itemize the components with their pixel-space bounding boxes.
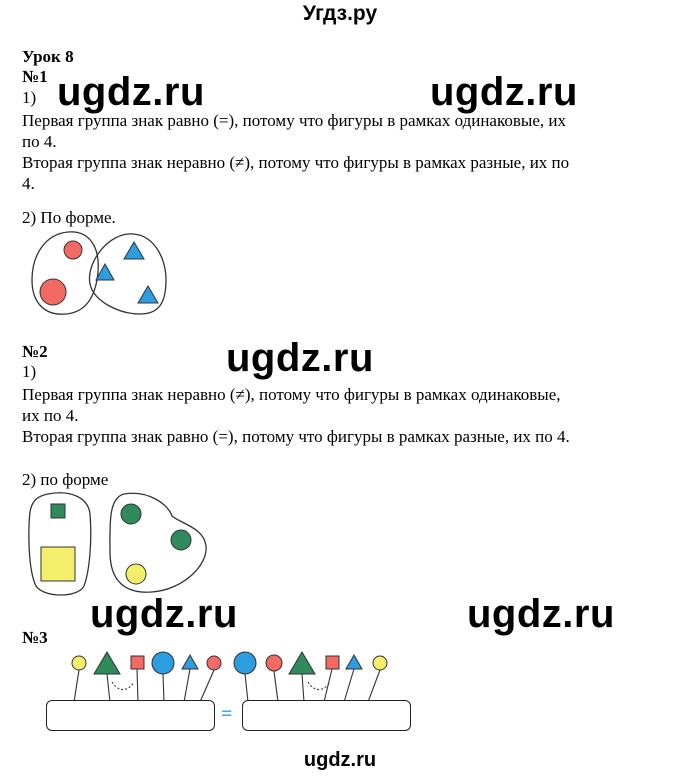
site-footer: ugdz.ru xyxy=(303,749,377,771)
blue-triangle xyxy=(346,655,362,669)
shape-groups-figure xyxy=(26,490,216,600)
watermark: ugdz.ru xyxy=(90,592,238,636)
green-square xyxy=(51,504,65,518)
blue-triangle xyxy=(138,286,158,303)
answer-box-left[interactable] xyxy=(46,700,215,731)
watermark: ugdz.ru xyxy=(467,592,615,636)
answer-box-right[interactable] xyxy=(242,700,411,731)
green-circle xyxy=(121,504,141,524)
answer-line: Первая группа знак неравно (≠), потому что фигуры в рамках одинаковые, xyxy=(22,385,561,404)
blue-triangle xyxy=(124,242,144,259)
shape-groups-figure xyxy=(28,228,178,328)
red-circle xyxy=(40,279,66,305)
part-label: 1) xyxy=(22,88,37,107)
answer-line: 4. xyxy=(22,174,35,193)
yellow-circle xyxy=(72,656,86,670)
task-number: №2 xyxy=(22,342,48,361)
green-triangle xyxy=(94,652,120,674)
yellow-circle xyxy=(126,564,146,584)
watermark: ugdz.ru xyxy=(57,70,205,114)
group-outline xyxy=(32,232,98,314)
red-circle xyxy=(64,241,82,259)
yellow-circle xyxy=(373,656,387,670)
lesson-title: Урок 8 xyxy=(22,47,74,66)
answer-line: их по 4. xyxy=(22,406,79,425)
shape-sequence-figure xyxy=(62,646,422,706)
task-number: №3 xyxy=(22,628,48,647)
part-label: 1) xyxy=(22,362,37,381)
answer-line: Вторая группа знак равно (=), потому что фигуры в рамках разные, их по 4. xyxy=(22,427,570,446)
watermark: ugdz.ru xyxy=(430,70,578,114)
part-label: 2) По форме. xyxy=(22,208,116,227)
site-title: Угдз.ру xyxy=(302,2,378,25)
red-circle xyxy=(207,656,221,670)
part-label: 2) по форме xyxy=(22,470,109,489)
red-square xyxy=(326,656,339,669)
answer-line: по 4. xyxy=(22,132,57,151)
blue-circle xyxy=(152,652,174,674)
red-circle xyxy=(266,655,282,671)
green-circle xyxy=(171,530,191,550)
task-number: №1 xyxy=(22,67,48,86)
answer-line: Вторая группа знак неравно (≠), потому что фигуры в рамках разные, их по xyxy=(22,153,570,172)
answer-line: Первая группа знак равно (=), потому что фигуры в рамках одинаковые, их xyxy=(22,111,566,130)
red-square xyxy=(131,656,144,669)
blue-triangle xyxy=(182,655,198,669)
yellow-square xyxy=(41,547,75,581)
equals-sign: = xyxy=(221,703,233,725)
watermark: ugdz.ru xyxy=(226,336,374,380)
blue-circle xyxy=(234,652,256,674)
green-triangle xyxy=(289,652,315,674)
